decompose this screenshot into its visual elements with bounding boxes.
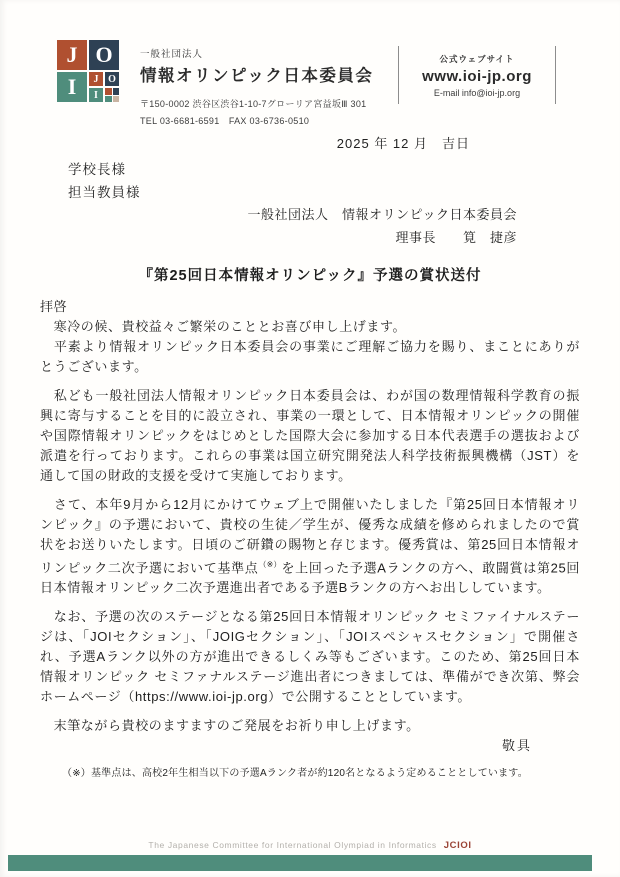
website-url: www.ioi-jp.org — [422, 67, 532, 85]
org-tel-fax: TEL 03-6681-6591 FAX 03-6736-0510 — [140, 116, 310, 126]
joi-logo-tiny-mosaic — [105, 88, 119, 102]
org-address: 〒150-0002 渋谷区渋谷1-10-7グローリア宮益坂Ⅲ 301 — [140, 99, 367, 109]
footer-caption-text: The Japanese Committee for International Olympiad in Informatics — [148, 840, 437, 850]
salutation: 拝啓 — [40, 299, 68, 314]
paragraph-greeting-1: 寒冷の候、貴校益々ご繁栄のこととお喜び申し上げます。 — [40, 319, 407, 334]
joi-logo-j-letter: J — [66, 42, 78, 67]
joi-logo — [57, 40, 121, 104]
joi-logo-i-letter: I — [67, 74, 77, 99]
paragraph-well-wishes: 末筆ながら貴校のますますのご発展をお祈り申し上げます。 — [40, 718, 420, 734]
joi-logo-mini-i-letter: I — [94, 89, 98, 101]
paragraph-semifinal-info: なお、予選の次のステージとなる第25回日本情報オリンピック セミファイナルステージは、「JOIセクション」、「JOIGセクション」、「JOIスペシャスセクション」で開催され、予選Aランク以外の方が進出できるしくみ等もございます。このため、第25回日本情報オリンピック セミファナルステージ進出者につきましては、準備ができ次第、弊会ホームページ（https://www.ioi-jp.org）で公開することとしています。 — [40, 609, 580, 705]
website-email: E-mail info@ioi-jp.org — [433, 87, 521, 98]
joi-logo-i-square — [57, 72, 87, 102]
recipient-teacher: 担当教員様 — [68, 185, 141, 200]
footnote: （※）基準点は、高校2年生相当以下の予選Aランク者が約120名となるよう定めることとしています。 — [62, 768, 528, 779]
award-notice-text: さて、本年9月から12月にかけてウェブ上で開催いたしました『第25回日本情報オリンピック』の予選において、貴校の生徒／学生が、優秀な成績を修められましたので賞状をお送りいたします。日頃のご研鑽の賜物と存じます。優秀賞は、第25回日本情報オリンピック二次予選において基準点 — [40, 497, 580, 576]
sender-title-name: 理事長 筧 捷彦 — [395, 230, 517, 245]
sender-block — [248, 203, 517, 249]
paragraph-award-notice — [40, 495, 580, 598]
official-website-box — [398, 46, 556, 104]
website-label: 公式ウェブサイト — [439, 53, 515, 64]
paragraph-greeting-2: 平素より情報オリンピック日本委員会の事業にご理解ご協力を賜り、まことにありがとうございます。 — [40, 339, 580, 374]
footnote-marker: （※） — [258, 560, 282, 569]
org-name: 情報オリンピック日本委員会 — [140, 67, 374, 85]
joi-logo-mini-j-letter: J — [93, 73, 99, 85]
paragraph-about-committee: 私ども一般社団法人情報オリンピック日本委員会は、わが国の数理情報科学教育の振興に寄与することを目的に設立され、事業の一環として、日本情報オリンピックの開催や国際情報オリンピックをはじめとした国際大会に参加する日本代表選手の選抜および派遣を行っております。これらの事業は国立研究開発法人科学技術振興機構（JST）を通して国の財政的支援を受けて実施しております。 — [40, 388, 580, 483]
letter-subject: 『第25回日本情報オリンピック』予選の賞状送付 — [138, 268, 482, 284]
joi-logo-mini-o-square — [105, 72, 119, 86]
joi-logo-mini-o-letter: O — [108, 73, 116, 85]
closing-keigu: 敬具 — [501, 738, 532, 754]
joi-logo-mini — [89, 72, 119, 102]
org-type: 一般社団法人 — [140, 49, 204, 60]
joi-logo-o-square — [89, 40, 119, 70]
footer-caption — [0, 840, 620, 851]
footer-band — [8, 855, 592, 871]
joi-logo-mini-i-square — [89, 88, 103, 102]
letter-body — [40, 297, 580, 756]
letterhead-org-block — [140, 46, 373, 127]
joi-logo-o-letter: O — [95, 42, 113, 67]
recipient-block — [68, 158, 141, 204]
letter-date: 2025 年 12 月 吉日 — [336, 136, 470, 151]
recipient-principal: 学校長様 — [68, 162, 126, 177]
joi-logo-mini-j-square — [89, 72, 103, 86]
footer-brand-jcioi: JCIOI — [443, 840, 472, 851]
joi-logo-j-square — [57, 40, 87, 70]
award-notice-text-cont: を上回った予選Aランクの方へ、敢闘賞は第25回日本情報オリンピック二次予選進出者である予選Bランクの方へお出ししています。 — [40, 560, 580, 596]
sender-org: 一般社団法人 情報オリンピック日本委員会 — [247, 207, 517, 222]
